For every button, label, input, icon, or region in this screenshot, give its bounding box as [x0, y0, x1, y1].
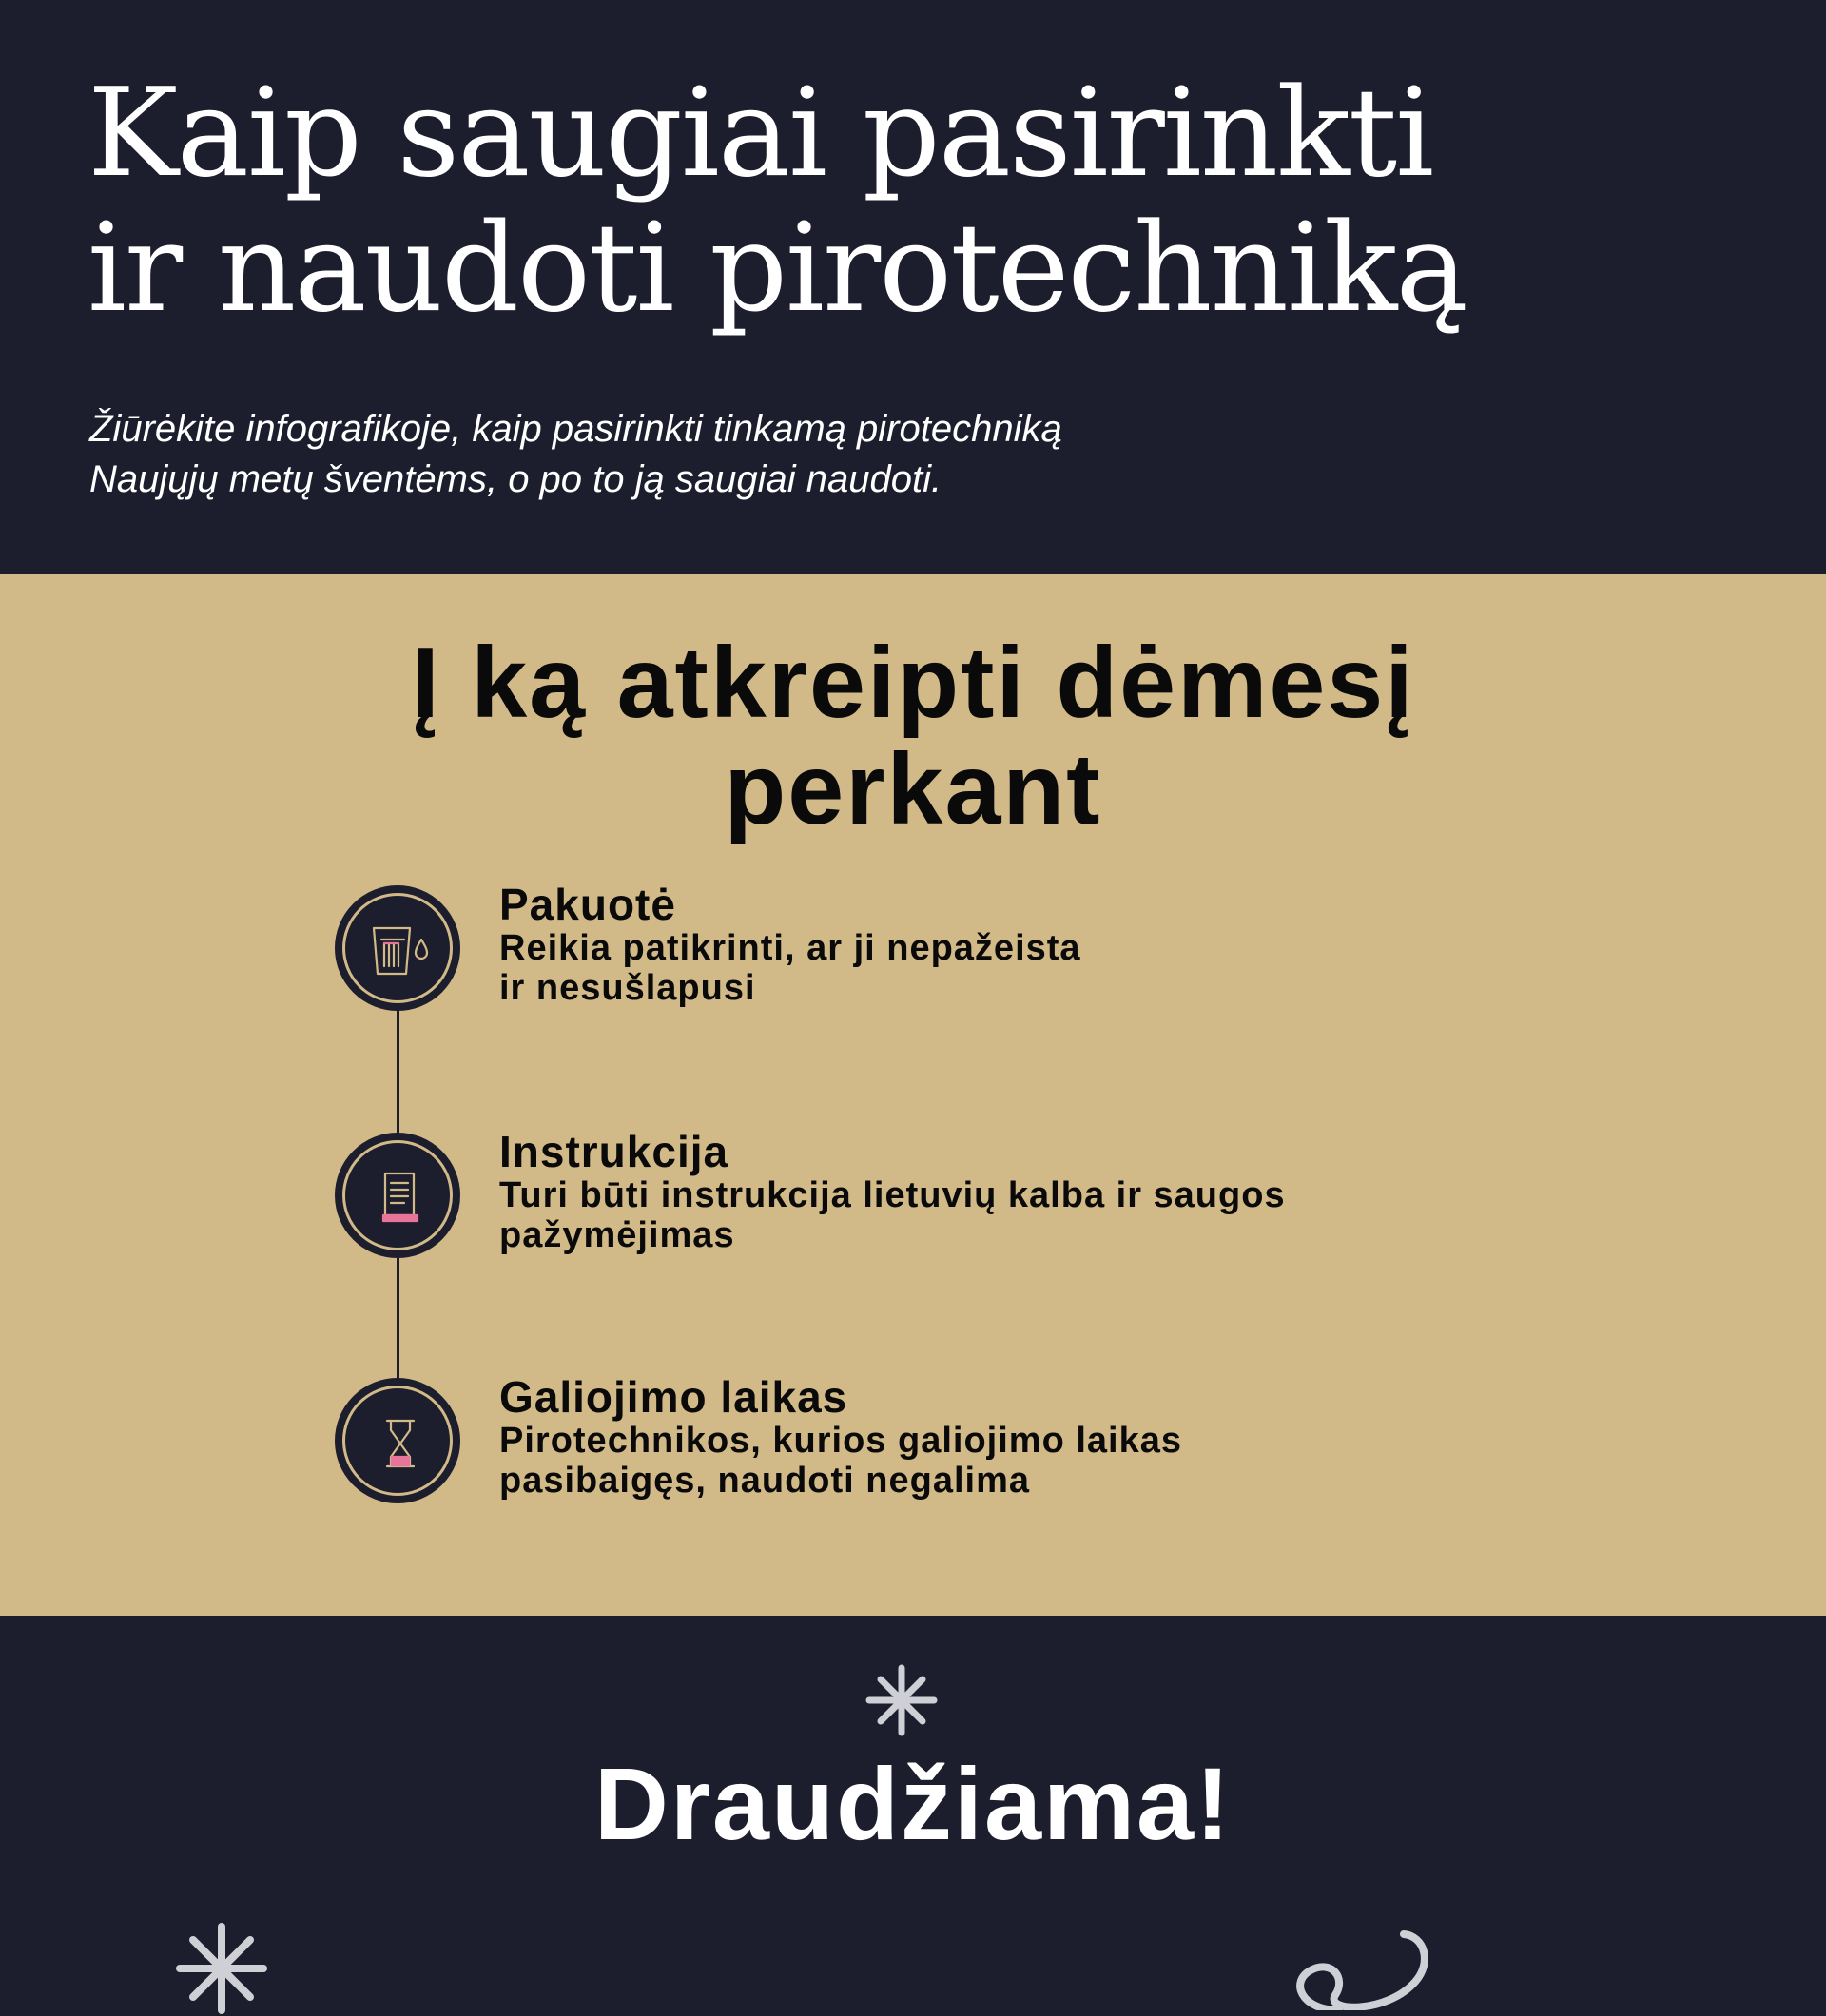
tip-item-expiry: [499, 1373, 1545, 1501]
tip-description-line: Pirotechnikos, kurios galiojimo laikas: [499, 1421, 1182, 1461]
page-title-line: ir naudoti pirotechniką: [87, 198, 1467, 339]
document-icon: [335, 1133, 460, 1258]
section-title-line: Į ką atkreipti dėmesį: [411, 627, 1415, 739]
tip-heading: Instrukcija: [499, 1127, 729, 1176]
sparkle-icon: [864, 1662, 940, 1738]
page-subtitle-line: Naujųjų metų šventėms, o po to ją saugiai naudoti.: [89, 458, 942, 500]
swirl-icon: [1282, 1915, 1444, 2010]
tip-heading: Pakuotė: [499, 880, 676, 929]
hourglass-icon: [335, 1378, 460, 1503]
tip-description-line: pažymėjimas: [499, 1215, 735, 1255]
section-title: [0, 627, 1826, 845]
tip-description: [499, 1421, 1545, 1501]
page-title-line: Kaip saugiai pasirinkti: [87, 63, 1433, 204]
page-subtitle-line: Žiūrėkite infografikoje, kaip pasirinkti tinkamą pirotechniką: [89, 408, 1062, 450]
tip-item-instructions: [499, 1128, 1545, 1255]
forbidden-section: [0, 1616, 1826, 2010]
tip-description-line: Reikia patikrinti, ar ji nepažeista: [499, 928, 1081, 968]
section-title-line: perkant: [724, 733, 1102, 845]
tip-description-line: Turi būti instrukcija lietuvių kalba ir saugos: [499, 1175, 1286, 1215]
forbidden-title: Draudžiama!: [593, 1746, 1233, 1861]
hero-section: [0, 0, 1826, 574]
page-subtitle: [89, 404, 1231, 505]
tip-description: [499, 928, 1545, 1008]
tip-description-line: pasibaigęs, naudoti negalima: [499, 1461, 1031, 1501]
sparkle-icon: [174, 1921, 269, 2016]
tip-description-line: ir nesušlapusi: [499, 968, 756, 1008]
buying-tips-section: [0, 574, 1826, 1616]
page-title: [87, 63, 1609, 339]
tip-item-package: [499, 881, 1545, 1008]
tip-heading: Galiojimo laikas: [499, 1372, 848, 1422]
package-icon: [335, 885, 460, 1011]
tip-description: [499, 1175, 1545, 1255]
